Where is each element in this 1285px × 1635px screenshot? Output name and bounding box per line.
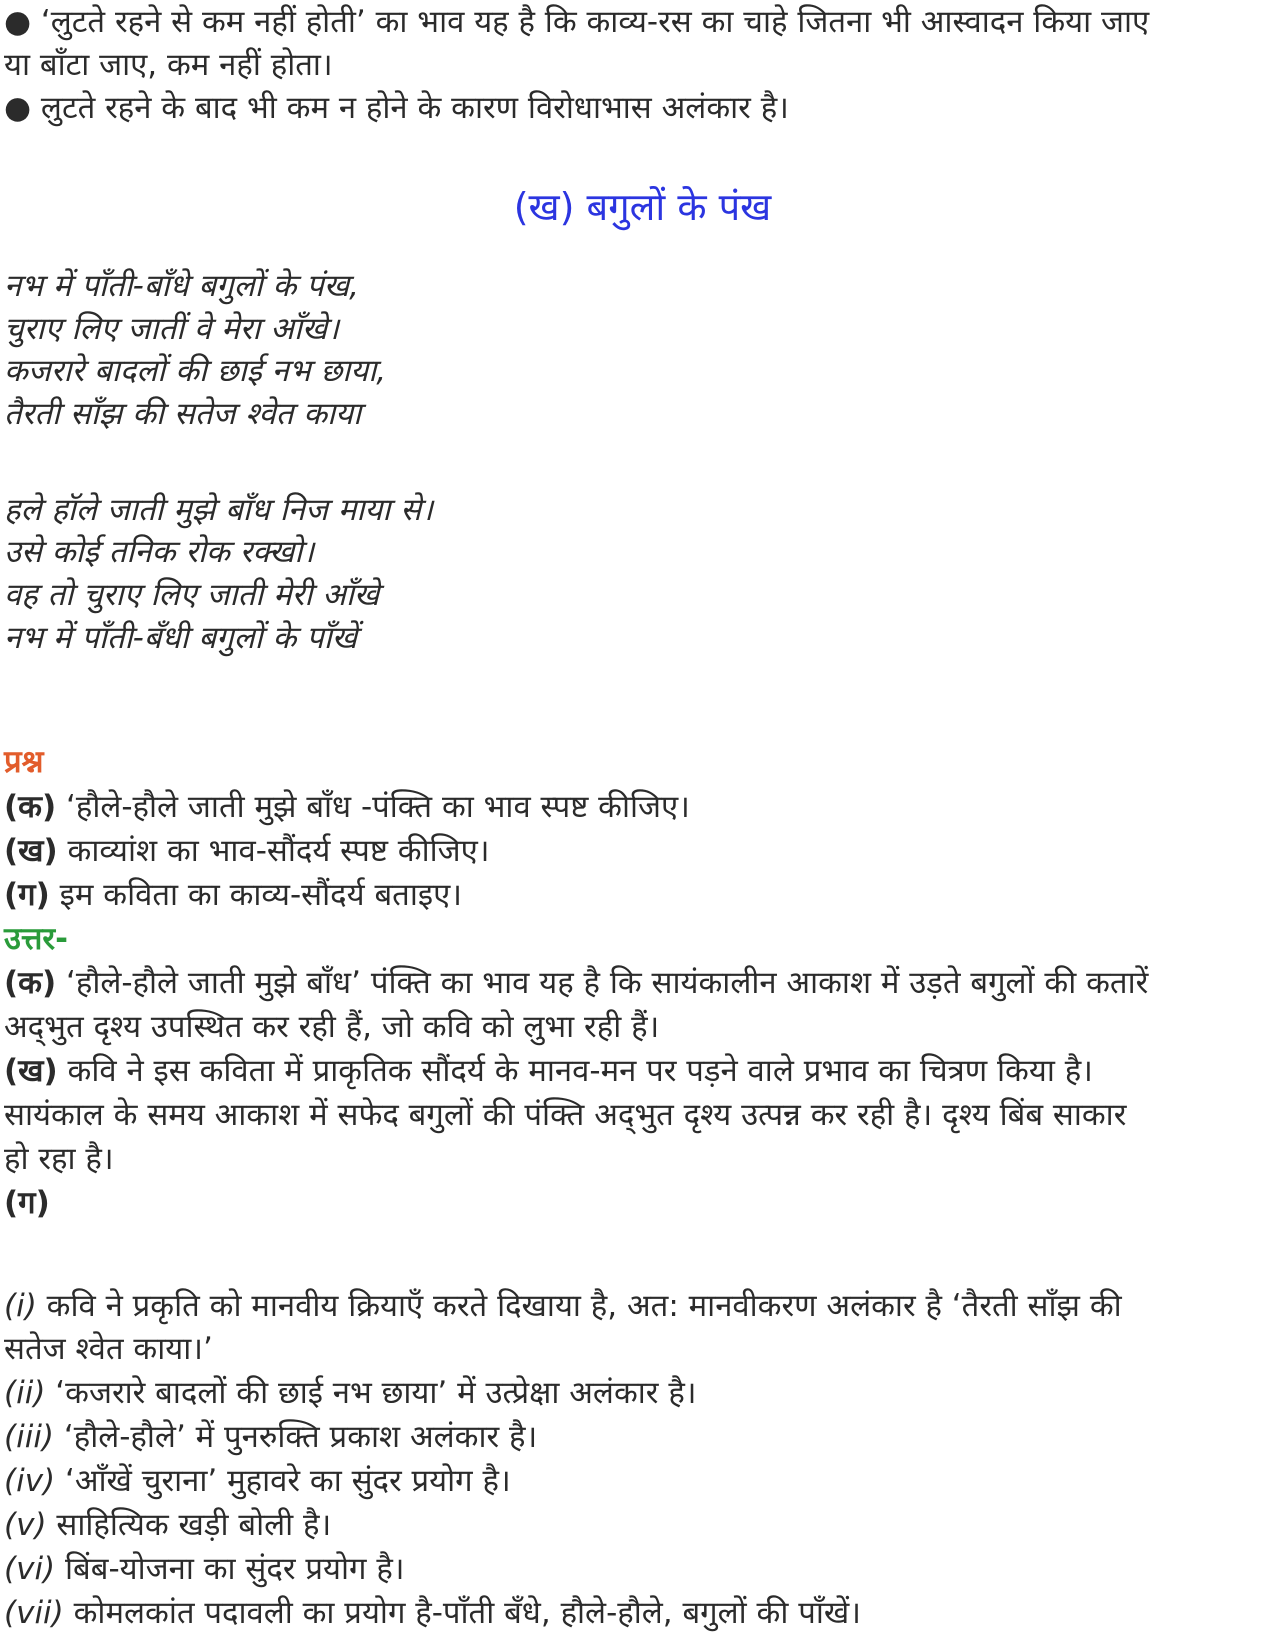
question-item: (क) ‘हौले-हौले जाती मुझे बाँध -पंक्ति का भाव स्पष्ट कीजिए। (4, 789, 690, 825)
answer-point: (vi) बिंब-योजना का सुंदर प्रयोग है। (4, 1551, 405, 1587)
answer-point: (ii) ‘कजरारे बादलों की छाई नभ छाया’ में उत्प्रेक्षा अलंकार है। (4, 1375, 697, 1411)
questions-heading: प्रश्न (4, 744, 44, 780)
poem-line: चुराए लिए जातीं वे मेरा आँखे। (4, 311, 339, 347)
answer-point: (vii) कोमलकांत पदावली का प्रयोग है-पाँती बँधे, हौले-हौले, बगुलों की पाँखें। (4, 1595, 861, 1631)
question-item: (ग) इम कविता का काव्य-सौंदर्य बताइए। (4, 877, 462, 913)
answer-line: सायंकाल के समय आकाश में सफेद बगुलों की पंक्ति अद्‌भुत दृश्य उत्पन्न कर रही है। दृश्य बिंब साकार (4, 1097, 1127, 1133)
intro-line-2: या बाँटा जाए, कम नहीं होता। (4, 47, 333, 83)
poem-line: नभ में पाँती-बाँधे बगुलों के पंख, (4, 268, 359, 304)
intro-line-3: ● लुटते रहने के बाद भी कम न होने के कारण विरोधाभास अलंकार है। (4, 90, 789, 126)
answer-point: सतेज श्वेत काया।’ (4, 1331, 213, 1367)
answer-line: हो रहा है। (4, 1141, 114, 1177)
bullet-icon: ● (4, 90, 32, 126)
poem-line: कजरारे बादलों की छाई नभ छाया, (4, 353, 387, 389)
poem-line: उसे कोई तनिक रोक रक्खो। (4, 534, 315, 570)
question-item: (ख) काव्यांश का भाव-सौंदर्य स्पष्ट कीजिए। (4, 833, 490, 869)
answer-point: (i) कवि ने प्रकृति को मानवीय क्रियाएँ करते दिखाया है, अत: मानवीकरण अलंकार है ‘तैरती साँझ की (4, 1288, 1122, 1324)
section-title: (ख) बगुलों के पंख (513, 185, 772, 229)
poem-line: हले हॉले जाती मुझे बाँध निज माया से। (4, 492, 433, 528)
answer-line: (क) ‘हौले-हौले जाती मुझे बाँध’ पंक्ति का भाव यह है कि सायंकालीन आकाश में उड़ते बगुलों की कतारें (4, 965, 1149, 1001)
answer-point: (v) साहित्यिक खड़ी बोली है। (4, 1507, 332, 1543)
answer-point: (iv) ‘आँखें चुराना’ मुहावरे का सुंदर प्रयोग है। (4, 1463, 511, 1499)
poem-line: नभ में पाँती-बँधी बगुलों के पाँखें (4, 620, 358, 656)
bullet-icon: ● (4, 4, 32, 40)
answers-heading: उत्तर- (4, 921, 68, 957)
answer-label-ga: (ग) (4, 1185, 50, 1221)
intro-line-1: ● ‘लुटते रहने से कम नहीं होती’ का भाव यह है कि काव्य-रस का चाहे जितना भी आस्वादन किया जाए (4, 4, 1150, 40)
answer-point: (iii) ‘हौले-हौले’ में पुनरुक्ति प्रकाश अलंकार है। (4, 1419, 538, 1455)
answer-line: अद्‌भुत दृश्य उपस्थित कर रही हैं, जो कवि को लुभा रही हैं। (4, 1009, 660, 1045)
poem-line: वह तो चुराए लिए जाती मेरी आँखे (4, 577, 380, 613)
poem-line: तैरती साँझ की सतेज श्वेत काया (4, 396, 362, 432)
answer-line: (ख) कवि ने इस कविता में प्राकृतिक सौंदर्य के मानव-मन पर पड़ने वाले प्रभाव का चित्रण किया है। (4, 1053, 1093, 1089)
